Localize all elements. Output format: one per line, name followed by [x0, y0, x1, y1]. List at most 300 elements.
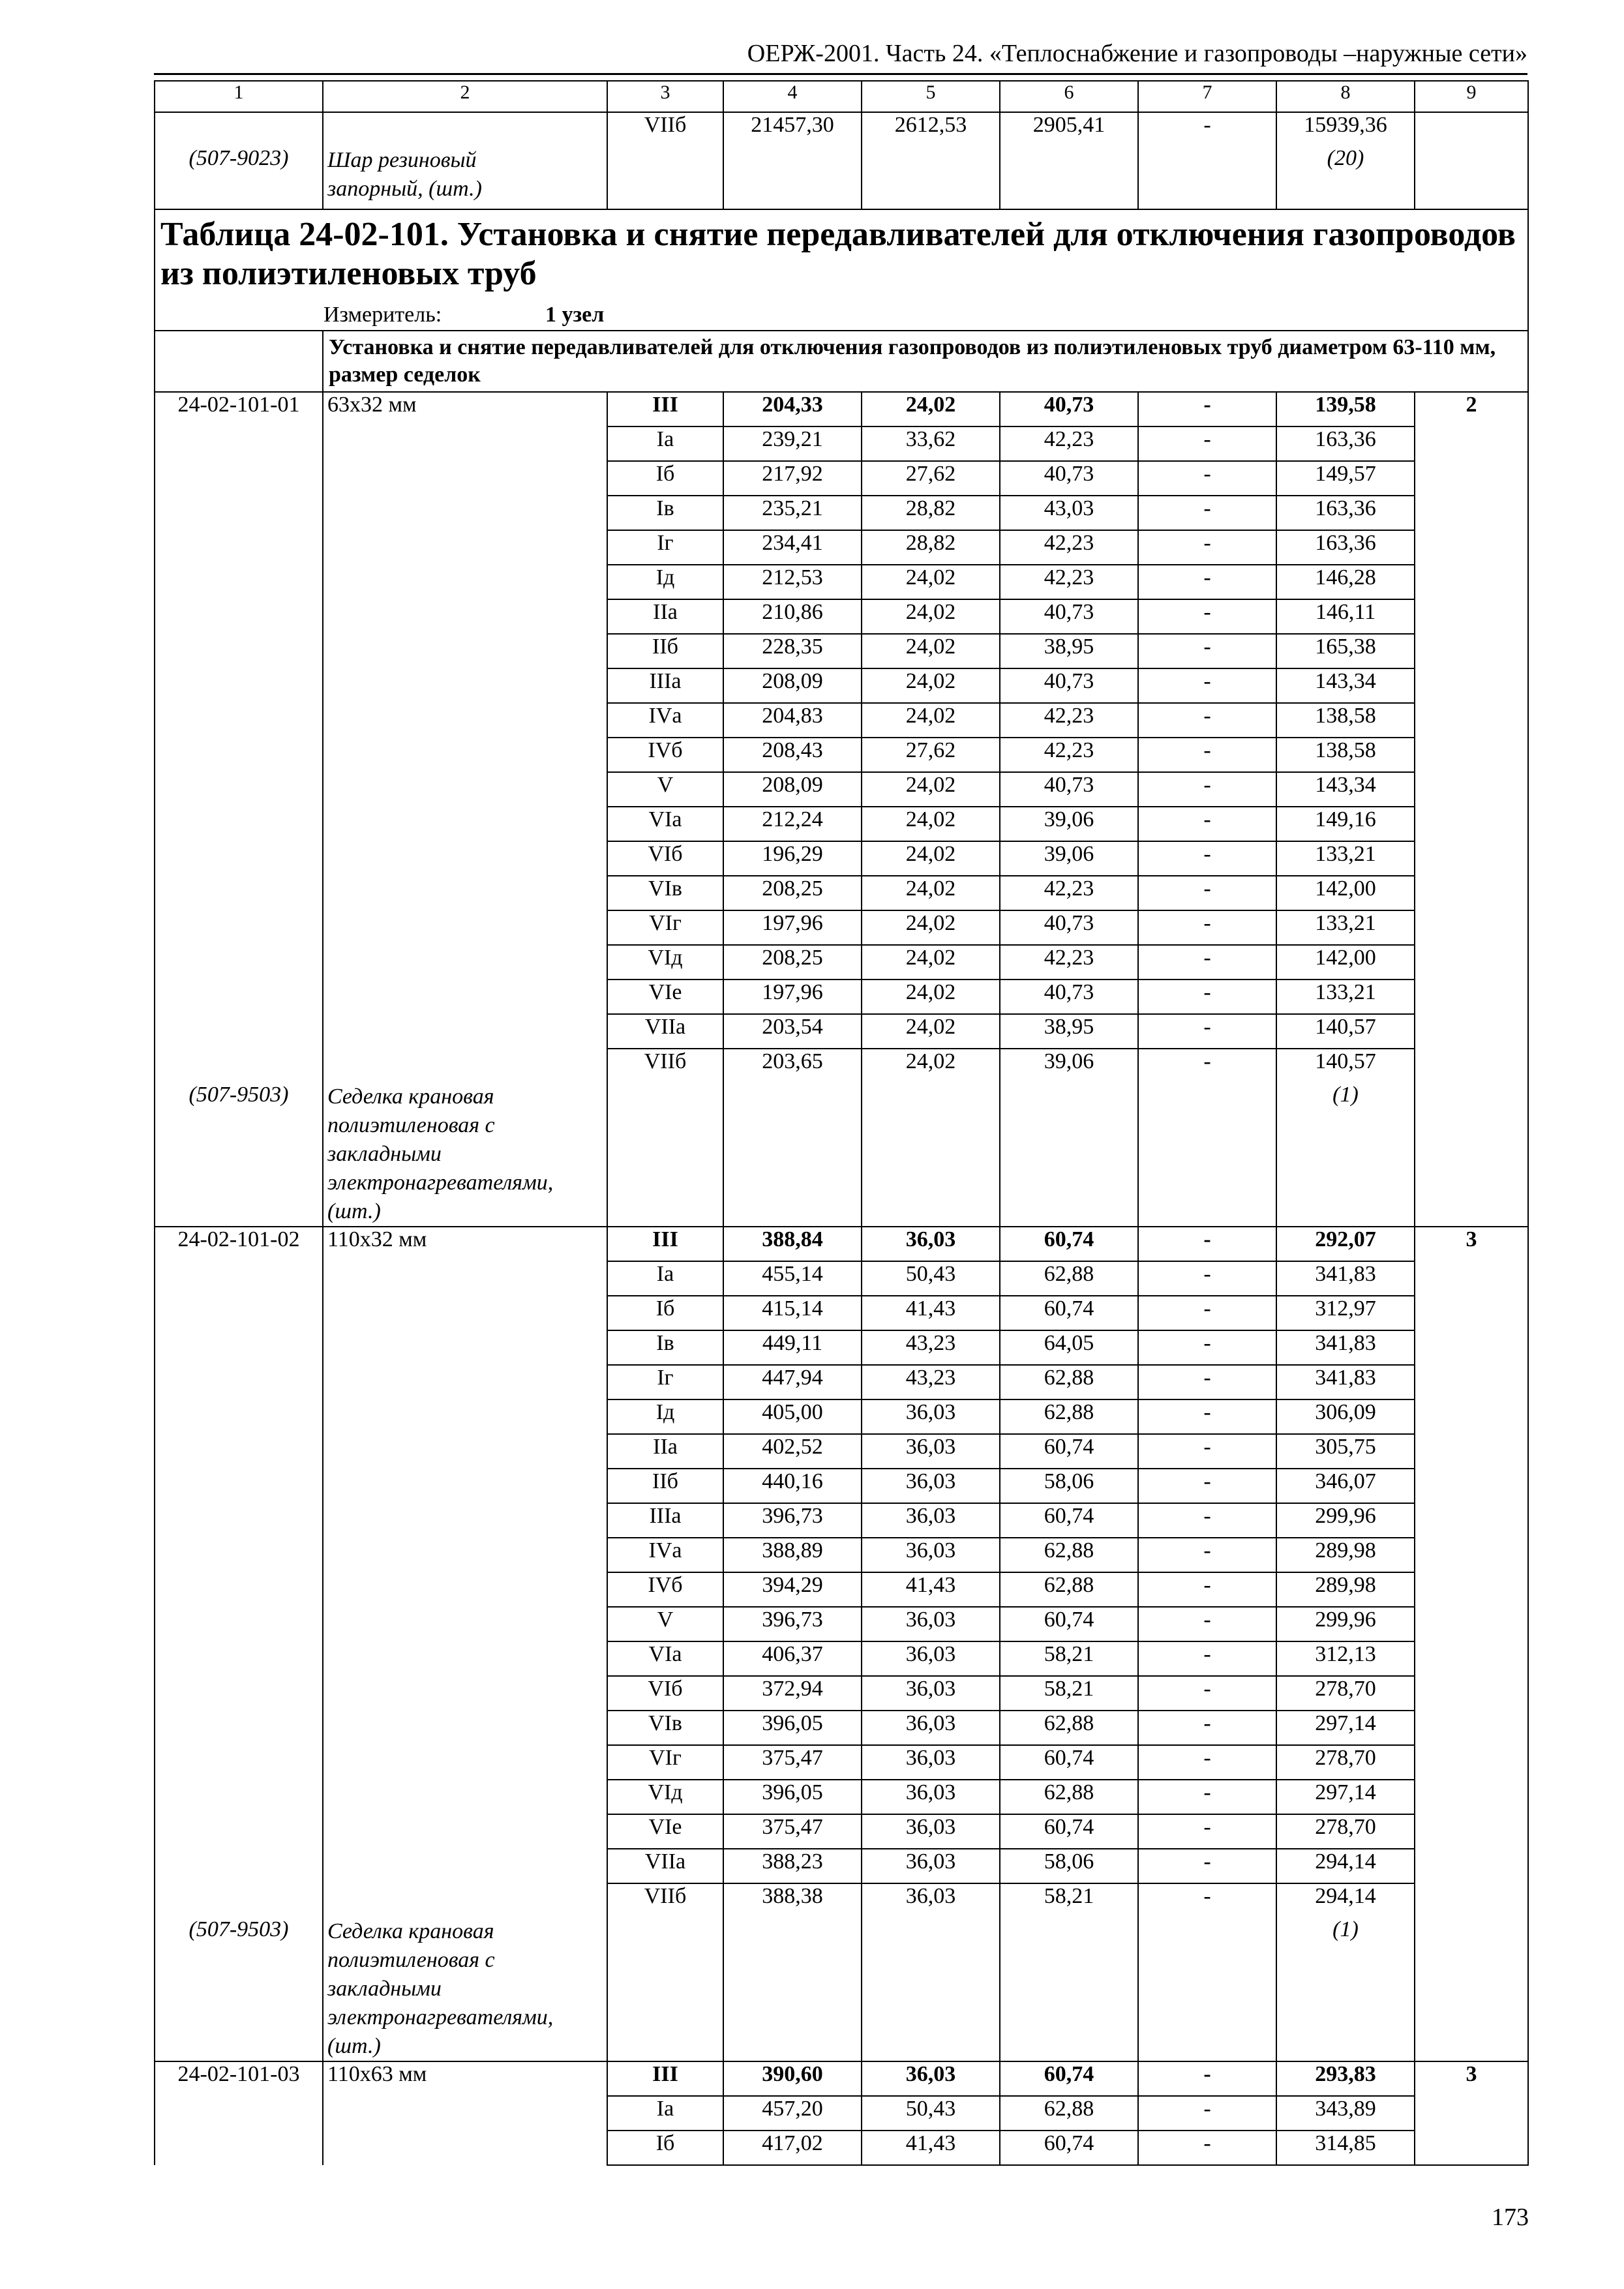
machines-cell: 40,73 [1000, 599, 1138, 634]
materials-cell: 149,16 [1276, 807, 1415, 841]
description-spacer [155, 331, 323, 392]
wages-cell: 36,03 [862, 1434, 1000, 1469]
continuation-name-cell [323, 112, 607, 146]
total-cost-cell: 396,05 [723, 1711, 862, 1745]
wages-cell: 36,03 [862, 1814, 1000, 1849]
column-number: 5 [862, 81, 1000, 112]
total-cost-cell: 235,21 [723, 496, 862, 530]
zone-cell: IIIа [607, 1503, 723, 1538]
materials-cell: 133,21 [1276, 980, 1415, 1014]
total-cost-cell: 208,25 [723, 945, 862, 980]
value-cell: - [1138, 112, 1276, 146]
machines-cell: 60,74 [1000, 2061, 1138, 2096]
driver-wages-cell: - [1138, 392, 1276, 426]
machines-cell: 62,88 [1000, 1399, 1138, 1434]
machines-cell: 42,23 [1000, 530, 1138, 565]
material-code: (507-9023) [155, 146, 323, 209]
materials-cell: 143,34 [1276, 668, 1415, 703]
wages-cell: 36,03 [862, 1711, 1000, 1745]
zone-cell: VIг [607, 1745, 723, 1780]
total-cost-cell: 204,33 [723, 392, 862, 426]
total-cost-cell: 212,53 [723, 565, 862, 599]
wages-cell: 36,03 [862, 1745, 1000, 1780]
column-number: 1 [155, 81, 323, 112]
table-cell [862, 1917, 1000, 2061]
rates-table [154, 80, 1529, 2166]
total-cost-cell: 396,05 [723, 1780, 862, 1814]
section-description: Установка и снятие передавливателей для отключения газопроводов из полиэтиленовых труб диаметром 63-110 мм, размер седелок [323, 331, 1528, 392]
table-cell [1138, 1917, 1276, 2061]
driver-wages-cell: - [1138, 910, 1276, 945]
wages-cell: 24,02 [862, 876, 1000, 910]
total-cost-cell: 197,96 [723, 910, 862, 945]
total-cost-cell: 417,02 [723, 2131, 862, 2165]
materials-cell: 140,57 [1276, 1049, 1415, 1083]
machines-cell: 62,88 [1000, 1572, 1138, 1607]
machines-cell: 58,21 [1000, 1883, 1138, 1917]
column-number: 3 [607, 81, 723, 112]
materials-cell: 294,14 [1276, 1849, 1415, 1883]
wages-cell: 24,02 [862, 910, 1000, 945]
labor-cell: 2 [1415, 392, 1528, 1227]
table-row [155, 2061, 1528, 2096]
driver-wages-cell: - [1138, 2096, 1276, 2131]
zone-cell: VIа [607, 1641, 723, 1676]
driver-wages-cell: - [1138, 841, 1276, 876]
driver-wages-cell: - [1138, 1261, 1276, 1296]
total-cost-cell: 402,52 [723, 1434, 862, 1469]
material-name-line: (шт.) [327, 2034, 381, 2058]
driver-wages-cell: - [1138, 1849, 1276, 1883]
machines-cell: 60,74 [1000, 1745, 1138, 1780]
wages-cell: 36,03 [862, 1399, 1000, 1434]
materials-cell: 346,07 [1276, 1469, 1415, 1503]
materials-cell: 341,83 [1276, 1330, 1415, 1365]
table-cell [607, 146, 723, 209]
materials-cell: 314,85 [1276, 2131, 1415, 2165]
driver-wages-cell: - [1138, 980, 1276, 1014]
wages-cell: 24,02 [862, 392, 1000, 426]
total-cost-cell: 396,73 [723, 1607, 862, 1641]
driver-wages-cell: - [1138, 1814, 1276, 1849]
driver-wages-cell: - [1138, 1049, 1276, 1083]
table-cell [607, 1917, 723, 2061]
material-name-line: электронагревателями, [327, 1171, 554, 1195]
total-cost-cell: 203,54 [723, 1014, 862, 1049]
materials-cell: 343,89 [1276, 2096, 1415, 2131]
machines-cell: 60,74 [1000, 1607, 1138, 1641]
zone-cell: Iб [607, 1296, 723, 1330]
total-cost-cell: 208,09 [723, 772, 862, 807]
machines-cell: 40,73 [1000, 910, 1138, 945]
table-cell [862, 146, 1000, 209]
machines-cell: 64,05 [1000, 1330, 1138, 1365]
materials-cell: 165,38 [1276, 634, 1415, 668]
materials-cell: 278,70 [1276, 1814, 1415, 1849]
materials-cell: 289,98 [1276, 1572, 1415, 1607]
column-number: 4 [723, 81, 862, 112]
zone-cell: IIа [607, 599, 723, 634]
driver-wages-cell: - [1138, 1365, 1276, 1399]
rate-code: 24-02-101-03 [155, 2061, 323, 2165]
zone-cell: VIб [607, 1676, 723, 1711]
total-cost-cell: 234,41 [723, 530, 862, 565]
machines-cell: 38,95 [1000, 1014, 1138, 1049]
zone-cell: VIе [607, 1814, 723, 1849]
zone-cell: Iа [607, 426, 723, 461]
document-header: ОЕРЖ-2001. Часть 24. «Теплоснабжение и газопроводы –наружные сети» [747, 40, 1527, 67]
total-cost-cell: 447,94 [723, 1365, 862, 1399]
materials-cell: 312,13 [1276, 1641, 1415, 1676]
material-name-line: закладными [327, 1142, 442, 1166]
table-cell [1000, 146, 1138, 209]
material-code: (507-9503) [155, 1083, 323, 1227]
material-qty: (1) [1276, 1917, 1415, 2061]
table-cell [1138, 1083, 1276, 1227]
wages-cell: 24,02 [862, 772, 1000, 807]
table-cell [862, 1083, 1000, 1227]
machines-cell: 40,73 [1000, 772, 1138, 807]
total-cost-cell: 204,83 [723, 703, 862, 738]
wages-cell: 36,03 [862, 1676, 1000, 1711]
machines-cell: 39,06 [1000, 807, 1138, 841]
zone-cell: IVа [607, 1538, 723, 1572]
value-cell: 21457,30 [723, 112, 862, 146]
zone-cell: Iг [607, 1365, 723, 1399]
driver-wages-cell: - [1138, 1607, 1276, 1641]
total-cost-cell: 212,24 [723, 807, 862, 841]
driver-wages-cell: - [1138, 1014, 1276, 1049]
rate-code: 24-02-101-01 [155, 392, 323, 1083]
value-cell: 2612,53 [862, 112, 1000, 146]
table-cell [1000, 1917, 1138, 2061]
column-number: 8 [1276, 81, 1415, 112]
table-cell [1138, 146, 1276, 209]
labor-cell: 3 [1415, 1227, 1528, 2061]
machines-cell: 62,88 [1000, 1261, 1138, 1296]
total-cost-cell: 390,60 [723, 2061, 862, 2096]
column-number: 6 [1000, 81, 1138, 112]
driver-wages-cell: - [1138, 496, 1276, 530]
wages-cell: 24,02 [862, 1049, 1000, 1083]
driver-wages-cell: - [1138, 1227, 1276, 1261]
column-number: 2 [323, 81, 607, 112]
wages-cell: 24,02 [862, 807, 1000, 841]
wages-cell: 24,02 [862, 599, 1000, 634]
machines-cell: 62,88 [1000, 1711, 1138, 1745]
driver-wages-cell: - [1138, 1469, 1276, 1503]
driver-wages-cell: - [1138, 1711, 1276, 1745]
wages-cell: 50,43 [862, 1261, 1000, 1296]
zone-cell: V [607, 772, 723, 807]
rate-name: 110х63 мм [323, 2061, 607, 2165]
wages-cell: 36,03 [862, 1227, 1000, 1261]
machines-cell: 42,23 [1000, 876, 1138, 910]
total-cost-cell: 375,47 [723, 1814, 862, 1849]
table-cell [723, 1917, 862, 2061]
zone-cell: III [607, 2061, 723, 2096]
driver-wages-cell: - [1138, 1434, 1276, 1469]
wages-cell: 43,23 [862, 1330, 1000, 1365]
machines-cell: 62,88 [1000, 1538, 1138, 1572]
materials-cell: 138,58 [1276, 738, 1415, 772]
material-name-line: Шар резиновый [327, 148, 477, 172]
wages-cell: 33,62 [862, 426, 1000, 461]
total-cost-cell: 405,00 [723, 1399, 862, 1434]
machines-cell: 60,74 [1000, 2131, 1138, 2165]
machines-cell: 60,74 [1000, 1434, 1138, 1469]
wages-cell: 36,03 [862, 1538, 1000, 1572]
wages-cell: 24,02 [862, 841, 1000, 876]
driver-wages-cell: - [1138, 1503, 1276, 1538]
machines-cell: 38,95 [1000, 634, 1138, 668]
material-name [323, 1917, 607, 2061]
table-cell [723, 1083, 862, 1227]
zone-cell: IIIа [607, 668, 723, 703]
zone-cell: VIе [607, 980, 723, 1014]
materials-cell: 297,14 [1276, 1711, 1415, 1745]
column-number-row [155, 81, 1528, 112]
driver-wages-cell: - [1138, 530, 1276, 565]
machines-cell: 39,06 [1000, 841, 1138, 876]
zone-cell: Iг [607, 530, 723, 565]
total-cost-cell: 208,25 [723, 876, 862, 910]
zone-cell: V [607, 1607, 723, 1641]
driver-wages-cell: - [1138, 1572, 1276, 1607]
wages-cell: 36,03 [862, 1503, 1000, 1538]
measure-cell [155, 301, 1528, 331]
driver-wages-cell: - [1138, 599, 1276, 634]
machines-cell: 42,23 [1000, 426, 1138, 461]
driver-wages-cell: - [1138, 703, 1276, 738]
total-cost-cell: 217,92 [723, 461, 862, 496]
machines-cell: 42,23 [1000, 738, 1138, 772]
rate-name: 110х32 мм [323, 1227, 607, 1917]
machines-cell: 58,06 [1000, 1849, 1138, 1883]
value-cell: 15939,36 [1276, 112, 1415, 146]
continuation-code-cell [155, 112, 323, 146]
machines-cell: 42,23 [1000, 945, 1138, 980]
materials-cell: 142,00 [1276, 945, 1415, 980]
material-row [155, 1917, 1528, 2061]
wages-cell: 36,03 [862, 1607, 1000, 1641]
machines-cell: 58,21 [1000, 1676, 1138, 1711]
total-cost-cell: 208,43 [723, 738, 862, 772]
wages-cell: 27,62 [862, 738, 1000, 772]
table-row [155, 1227, 1528, 1261]
driver-wages-cell: - [1138, 1330, 1276, 1365]
wages-cell: 41,43 [862, 2131, 1000, 2165]
driver-wages-cell: - [1138, 1780, 1276, 1814]
zone-cell: VIIа [607, 1849, 723, 1883]
measure-label: Измеритель: [323, 303, 442, 327]
zone-cell: IVа [607, 703, 723, 738]
material-qty: (1) [1276, 1083, 1415, 1227]
machines-cell: 40,73 [1000, 668, 1138, 703]
total-cost-cell: 457,20 [723, 2096, 862, 2131]
measure-row [155, 301, 1528, 331]
material-name-line: электронагревателями, [327, 2005, 554, 2029]
machines-cell: 39,06 [1000, 1049, 1138, 1083]
wages-cell: 36,03 [862, 1883, 1000, 1917]
material-name-line: запорный, (шт.) [327, 177, 482, 201]
machines-cell: 42,23 [1000, 703, 1138, 738]
zone-cell: VIв [607, 1711, 723, 1745]
driver-wages-cell: - [1138, 1883, 1276, 1917]
material-name-line: Седелка крановая [327, 1919, 494, 1943]
driver-wages-cell: - [1138, 2061, 1276, 2096]
total-cost-cell: 415,14 [723, 1296, 862, 1330]
driver-wages-cell: - [1138, 1296, 1276, 1330]
table-title-row [155, 209, 1528, 301]
materials-cell: 133,21 [1276, 841, 1415, 876]
zone-cell: IIа [607, 1434, 723, 1469]
total-cost-cell: 210,86 [723, 599, 862, 634]
machines-cell: 40,73 [1000, 980, 1138, 1014]
total-cost-cell: 388,89 [723, 1538, 862, 1572]
driver-wages-cell: - [1138, 738, 1276, 772]
table-cell [723, 146, 862, 209]
total-cost-cell: 440,16 [723, 1469, 862, 1503]
total-cost-cell: 388,84 [723, 1227, 862, 1261]
driver-wages-cell: - [1138, 461, 1276, 496]
zone-cell: Iд [607, 1399, 723, 1434]
total-cost-cell: 406,37 [723, 1641, 862, 1676]
total-cost-cell: 455,14 [723, 1261, 862, 1296]
materials-cell: 297,14 [1276, 1780, 1415, 1814]
rate-code: 24-02-101-02 [155, 1227, 323, 1917]
table-cell [607, 1083, 723, 1227]
machines-cell: 43,03 [1000, 496, 1138, 530]
machines-cell: 60,74 [1000, 1227, 1138, 1261]
driver-wages-cell: - [1138, 1676, 1276, 1711]
table-row [155, 392, 1528, 426]
zone-cell: VIд [607, 945, 723, 980]
materials-cell: 143,34 [1276, 772, 1415, 807]
zone-cell: VIг [607, 910, 723, 945]
materials-cell: 299,96 [1276, 1607, 1415, 1641]
continuation-row [155, 112, 1528, 146]
total-cost-cell: 396,73 [723, 1503, 862, 1538]
zone-cell: Iа [607, 2096, 723, 2131]
driver-wages-cell: - [1138, 668, 1276, 703]
machines-cell: 40,73 [1000, 461, 1138, 496]
machines-cell: 62,88 [1000, 1365, 1138, 1399]
description-row [155, 331, 1528, 392]
materials-cell: 146,28 [1276, 565, 1415, 599]
machines-cell: 60,74 [1000, 1814, 1138, 1849]
zone-cell: Iв [607, 496, 723, 530]
total-cost-cell: 388,23 [723, 1849, 862, 1883]
zone-cell: III [607, 1227, 723, 1261]
material-name [323, 146, 607, 209]
driver-wages-cell: - [1138, 565, 1276, 599]
materials-cell: 142,00 [1276, 876, 1415, 910]
materials-cell: 293,83 [1276, 2061, 1415, 2096]
materials-cell: 305,75 [1276, 1434, 1415, 1469]
total-cost-cell: 449,11 [723, 1330, 862, 1365]
wages-cell: 36,03 [862, 1780, 1000, 1814]
zone-cell: Iб [607, 2131, 723, 2165]
wages-cell: 24,02 [862, 634, 1000, 668]
table-cell [1415, 146, 1528, 209]
zone-cell: VIIб [607, 1883, 723, 1917]
zone-cell: VIд [607, 1780, 723, 1814]
table-cell [1000, 1083, 1138, 1227]
rate-name: 63х32 мм [323, 392, 607, 1083]
column-number: 9 [1415, 81, 1528, 112]
material-row [155, 1083, 1528, 1227]
labor-cell: 3 [1415, 2061, 1528, 2165]
total-cost-cell: 372,94 [723, 1676, 862, 1711]
wages-cell: 24,02 [862, 980, 1000, 1014]
driver-wages-cell: - [1138, 945, 1276, 980]
zone-cell: Iб [607, 461, 723, 496]
material-name-line: полиэтиленовая с [327, 1948, 495, 1972]
zone-cell: VIIа [607, 1014, 723, 1049]
machines-cell: 60,74 [1000, 1296, 1138, 1330]
materials-cell: 299,96 [1276, 1503, 1415, 1538]
total-cost-cell: 388,38 [723, 1883, 862, 1917]
materials-cell: 292,07 [1276, 1227, 1415, 1261]
material-name-line: (шт.) [327, 1199, 381, 1223]
total-cost-cell: 394,29 [723, 1572, 862, 1607]
wages-cell: 36,03 [862, 2061, 1000, 2096]
total-cost-cell: 196,29 [723, 841, 862, 876]
wages-cell: 41,43 [862, 1572, 1000, 1607]
wages-cell: 43,23 [862, 1365, 1000, 1399]
machines-cell: 58,06 [1000, 1469, 1138, 1503]
wages-cell: 36,03 [862, 1641, 1000, 1676]
zone-cell: IVб [607, 1572, 723, 1607]
materials-cell: 140,57 [1276, 1014, 1415, 1049]
machines-cell: 62,88 [1000, 2096, 1138, 2131]
wages-cell: 36,03 [862, 1849, 1000, 1883]
wages-cell: 24,02 [862, 945, 1000, 980]
materials-cell: 278,70 [1276, 1676, 1415, 1711]
zone-cell: VIIб [607, 1049, 723, 1083]
material-name [323, 1083, 607, 1227]
measure-value: 1 узел [545, 303, 605, 327]
machines-cell: 58,21 [1000, 1641, 1138, 1676]
materials-cell: 278,70 [1276, 1745, 1415, 1780]
total-cost-cell: 375,47 [723, 1745, 862, 1780]
total-cost-cell: 239,21 [723, 426, 862, 461]
value-cell: 2905,41 [1000, 112, 1138, 146]
materials-cell: 289,98 [1276, 1538, 1415, 1572]
wages-cell: 24,02 [862, 1014, 1000, 1049]
driver-wages-cell: - [1138, 1641, 1276, 1676]
page-number: 173 [1492, 2204, 1529, 2231]
driver-wages-cell: - [1138, 807, 1276, 841]
driver-wages-cell: - [1138, 1745, 1276, 1780]
materials-cell: 146,11 [1276, 599, 1415, 634]
zone-cell: VIб [607, 841, 723, 876]
materials-cell: 341,83 [1276, 1261, 1415, 1296]
machines-cell: 62,88 [1000, 1780, 1138, 1814]
zone-cell: VIIб [607, 112, 723, 146]
total-cost-cell: 203,65 [723, 1049, 862, 1083]
materials-cell: 149,57 [1276, 461, 1415, 496]
material-name-line: полиэтиленовая с [327, 1113, 495, 1137]
total-cost-cell: 208,09 [723, 668, 862, 703]
zone-cell: VIв [607, 876, 723, 910]
wages-cell: 27,62 [862, 461, 1000, 496]
driver-wages-cell: - [1138, 1399, 1276, 1434]
driver-wages-cell: - [1138, 876, 1276, 910]
materials-cell: 138,58 [1276, 703, 1415, 738]
column-number: 7 [1138, 81, 1276, 112]
